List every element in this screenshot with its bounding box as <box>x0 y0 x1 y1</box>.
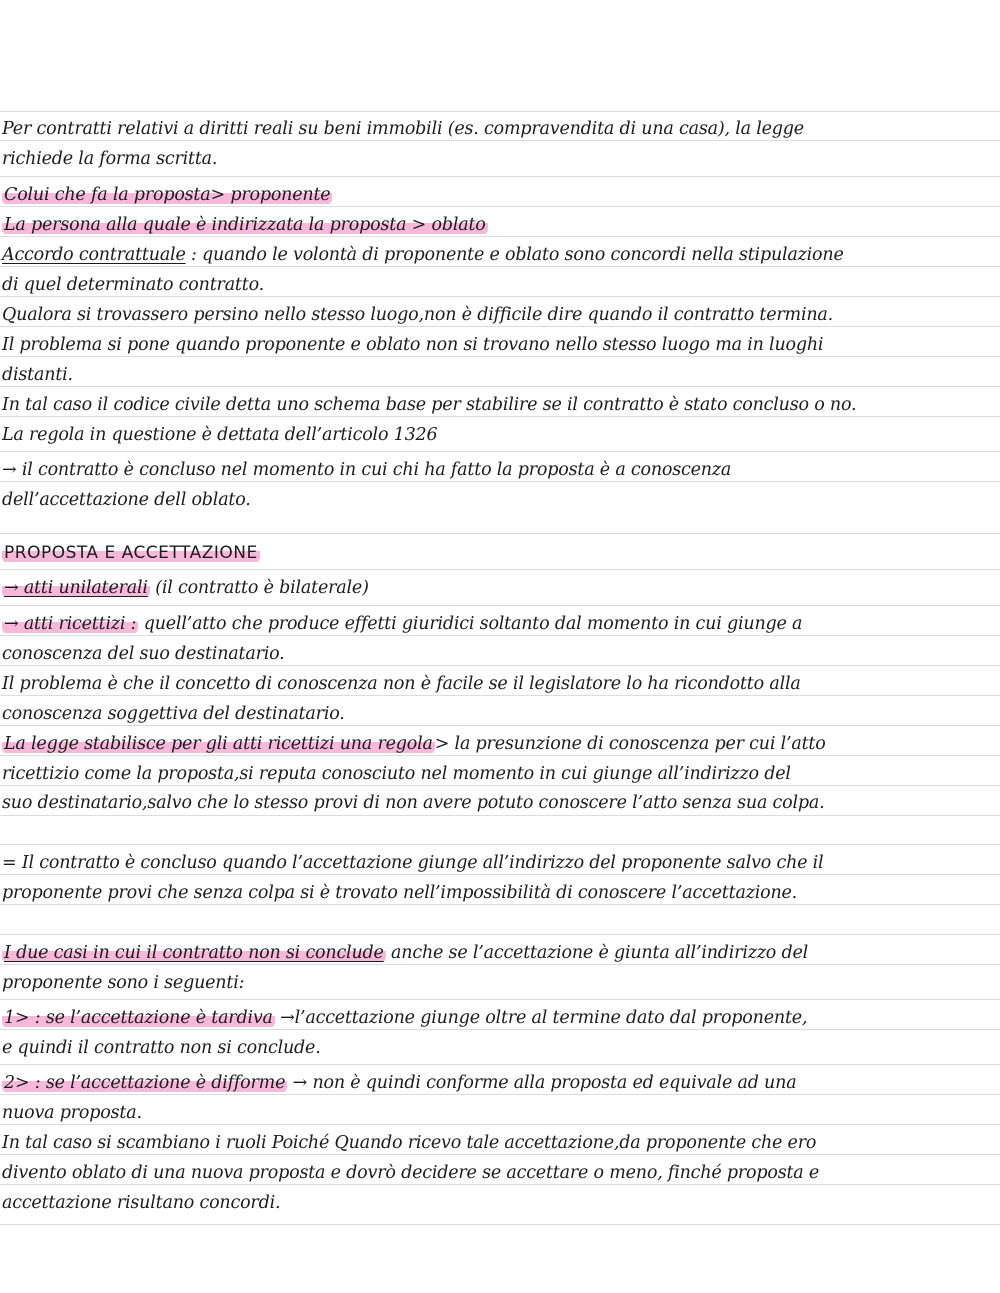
text-line <box>2 274 264 296</box>
text-line <box>2 1072 796 1094</box>
text-line <box>2 489 251 511</box>
text-line <box>2 852 823 874</box>
text-span: : quando le volontà di proponente e oblato sono concordi nella stipulazione <box>185 245 844 265</box>
text-span: di quel determinato contratto. <box>2 275 264 295</box>
underlined-text: Accordo contrattuale <box>2 245 186 265</box>
text-line <box>2 1037 321 1059</box>
text-span: suo destinatario,salvo che lo stesso provi di non avere potuto conoscere l’atto senza sua colpa. <box>2 793 825 813</box>
text-line <box>2 542 260 564</box>
text-span: →l’accettazione giunge oltre al termine dato dal proponente, <box>274 1008 808 1028</box>
notebook-rule-line <box>0 964 1000 965</box>
notebook-rule-line <box>0 266 1000 267</box>
text-line <box>2 1007 807 1029</box>
highlighted-text: La persona alla quale è indirizzata la proposta > oblato <box>4 215 486 235</box>
notebook-rule-line <box>0 844 1000 845</box>
highlighted-text: → atti unilaterali <box>4 578 148 598</box>
text-line <box>2 792 824 814</box>
text-span: proponente sono i seguenti: <box>2 973 245 993</box>
highlighted-text: PROPOSTA E ACCETTAZIONE <box>4 543 258 563</box>
notebook-rule-line <box>0 874 1000 875</box>
text-span: anche se l’accettazione è giunta all’indirizzo del <box>385 943 809 963</box>
text-line <box>2 643 285 665</box>
text-line <box>2 733 826 755</box>
text-span: Per contratti relativi a diritti reali su beni immobili (es. compravendita di una casa), la legge <box>2 119 804 139</box>
notebook-rule-line <box>0 1154 1000 1155</box>
notebook-rule-line <box>0 665 1000 666</box>
notebook-rule-line <box>0 569 1000 570</box>
text-span: (il contratto è bilaterale) <box>149 578 369 598</box>
notebook-rule-line <box>0 206 1000 207</box>
text-span: → il contratto è concluso nel momento in cui chi ha fatto la proposta è a conoscenza <box>2 460 732 480</box>
notebook-rule-line <box>0 451 1000 452</box>
text-line <box>2 763 791 785</box>
notebook-rule-line <box>0 605 1000 606</box>
text-line <box>2 214 488 236</box>
text-line <box>2 1162 819 1184</box>
text-span: conoscenza del suo destinatario. <box>2 644 285 664</box>
text-line <box>2 1132 816 1154</box>
text-span: > la presunzione di conoscenza per cui l’atto <box>434 734 826 754</box>
text-line <box>2 244 844 266</box>
notebook-rule-line <box>0 904 1000 905</box>
notebook-rule-line <box>0 326 1000 327</box>
notebook-rule-line <box>0 1094 1000 1095</box>
notebook-rule-line <box>0 1184 1000 1185</box>
text-line <box>2 334 823 356</box>
highlighted-text: Colui che fa la proposta> proponente <box>4 185 331 205</box>
text-line <box>2 613 802 635</box>
highlighted-text: → atti ricettizi : <box>4 614 137 634</box>
text-span: dell’accettazione dell oblato. <box>2 490 251 510</box>
text-line <box>2 942 808 964</box>
notebook-rule-line <box>0 1064 1000 1065</box>
notebook-rule-line <box>0 695 1000 696</box>
text-line <box>2 424 437 446</box>
notebook-rule-line <box>0 111 1000 112</box>
text-span: ricettizio come la proposta,si reputa conosciuto nel momento in cui giunge all’indirizzo del <box>2 764 791 784</box>
notebook-rule-line <box>0 1029 1000 1030</box>
notebook-rule-line <box>0 755 1000 756</box>
text-line <box>2 1102 142 1124</box>
text-line <box>2 184 332 206</box>
notebook-rule-line <box>0 296 1000 297</box>
text-line <box>2 304 833 326</box>
text-line <box>2 1192 280 1214</box>
text-span: La regola in questione è dettata dell’articolo 1326 <box>2 425 438 445</box>
notebook-rule-line <box>0 481 1000 482</box>
notebook-rule-line <box>0 140 1000 141</box>
notebook-rule-line <box>0 533 1000 534</box>
text-span: distanti. <box>2 365 73 385</box>
highlighted-text: 2> : se l’accettazione è difforme <box>4 1073 286 1093</box>
text-line <box>2 577 369 599</box>
notebook-rule-line <box>0 725 1000 726</box>
notebook-rule-line <box>0 356 1000 357</box>
highlighted-text: I due casi in cui il contratto non si conclude <box>4 943 384 963</box>
notebook-rule-line <box>0 815 1000 816</box>
text-span: Il problema è che il concetto di conoscenza non è facile se il legislatore lo ha ricondotto alla <box>2 674 801 694</box>
text-line <box>2 673 801 695</box>
text-span: nuova proposta. <box>2 1103 142 1123</box>
notebook-rule-line <box>0 1224 1000 1225</box>
notebook-rule-line <box>0 1124 1000 1125</box>
text-span: e quindi il contratto non si conclude. <box>2 1038 321 1058</box>
text-span: Qualora si trovassero persino nello stesso luogo,non è difficile dire quando il contratto termina. <box>2 305 834 325</box>
highlighted-text: 1> : se l’accettazione è tardiva <box>4 1008 273 1028</box>
text-line <box>2 459 731 481</box>
text-span: → non è quindi conforme alla proposta ed equivale ad una <box>287 1073 797 1093</box>
text-span: proponente provi che senza colpa si è trovato nell’impossibilità di conoscere l’accettazione. <box>2 883 798 903</box>
notebook-rule-line <box>0 934 1000 935</box>
notebook-rule-line <box>0 236 1000 237</box>
text-line <box>2 882 797 904</box>
text-span: In tal caso il codice civile detta uno schema base per stabilire se il contratto è stato concluso o no. <box>2 395 857 415</box>
notebook-rule-line <box>0 999 1000 1000</box>
notebook-rule-line <box>0 416 1000 417</box>
text-line <box>2 148 217 170</box>
text-line <box>2 703 345 725</box>
highlighted-text: La legge stabilisce per gli atti ricettizi una regola <box>4 734 433 754</box>
text-line <box>2 972 244 994</box>
notebook-rule-line <box>0 386 1000 387</box>
text-line <box>2 364 73 386</box>
notebook-rule-line <box>0 176 1000 177</box>
text-span: Il problema si pone quando proponente e oblato non si trovano nello stesso luogo ma in luoghi <box>2 335 824 355</box>
text-span: In tal caso si scambiano i ruoli Poiché Quando ricevo tale accettazione,da proponente che ero <box>2 1133 817 1153</box>
text-span: richiede la forma scritta. <box>2 149 218 169</box>
text-line <box>2 118 804 140</box>
notebook-rule-line <box>0 785 1000 786</box>
text-line <box>2 394 856 416</box>
text-span: = Il contratto è concluso quando l’accettazione giunge all’indirizzo del proponente salvo che il <box>2 853 824 873</box>
text-span: divento oblato di una nuova proposta e dovrò decidere se accettare o meno, finché proposta e <box>2 1163 820 1183</box>
notebook-rule-line <box>0 635 1000 636</box>
text-span: accettazione risultano concordi. <box>2 1193 281 1213</box>
text-span: quell’atto che produce effetti giuridici soltanto dal momento in cui giunge a <box>138 614 803 634</box>
text-span: conoscenza soggettiva del destinatario. <box>2 704 345 724</box>
